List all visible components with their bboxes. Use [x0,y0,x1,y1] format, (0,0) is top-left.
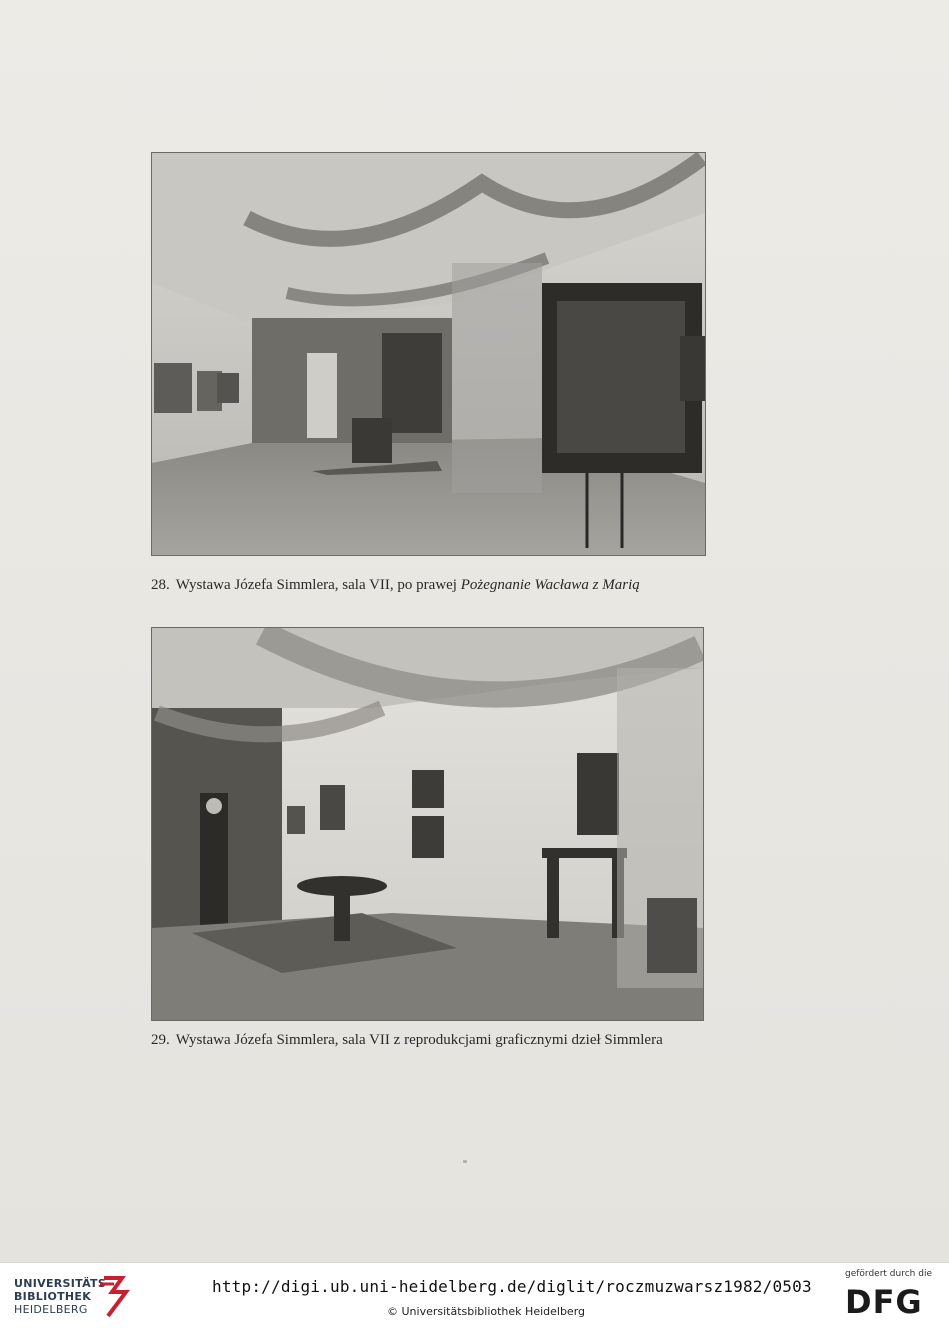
photo-28-image [152,153,705,555]
caption-text: Wystawa Józefa Simmlera, sala VII z reprodukcjami graficznymi dzieł Simmlera [175,1032,663,1048]
copyright-notice: © Universitätsbibliothek Heidelberg [387,1305,586,1318]
caption-figure-28 [151,577,640,594]
photo-29-image [152,628,703,1020]
exhibition-photo-28 [152,153,705,555]
dfg-logo[interactable]: DFG [845,1283,923,1321]
bleed-through-text [712,150,716,171]
painting-title: Pożegnanie Wacława z Marią [460,577,640,593]
caption-text: Wystawa Józefa Simmlera, sala VII, po prawej [175,577,457,593]
caption-figure-29 [151,1032,663,1049]
ub-heidelberg-logo-icon[interactable] [96,1274,132,1320]
library-name-line-3: HEIDELBERG [14,1303,88,1316]
digitization-footer [0,1262,949,1333]
library-name-line-2: BIBLIOTHEK [14,1290,92,1303]
funded-by-label: gefördert durch die [845,1269,932,1279]
figure-number: 28. [151,577,170,593]
exhibition-photo-29 [152,628,703,1020]
page-speck [463,1160,467,1163]
figure-number: 29. [151,1032,170,1048]
library-name-line-1: UNIVERSITÄTS- [14,1277,111,1290]
permalink-url[interactable]: http://digi.ub.uni-heidelberg.de/diglit/roczmuzwarsz1982/0503 [212,1277,812,1296]
